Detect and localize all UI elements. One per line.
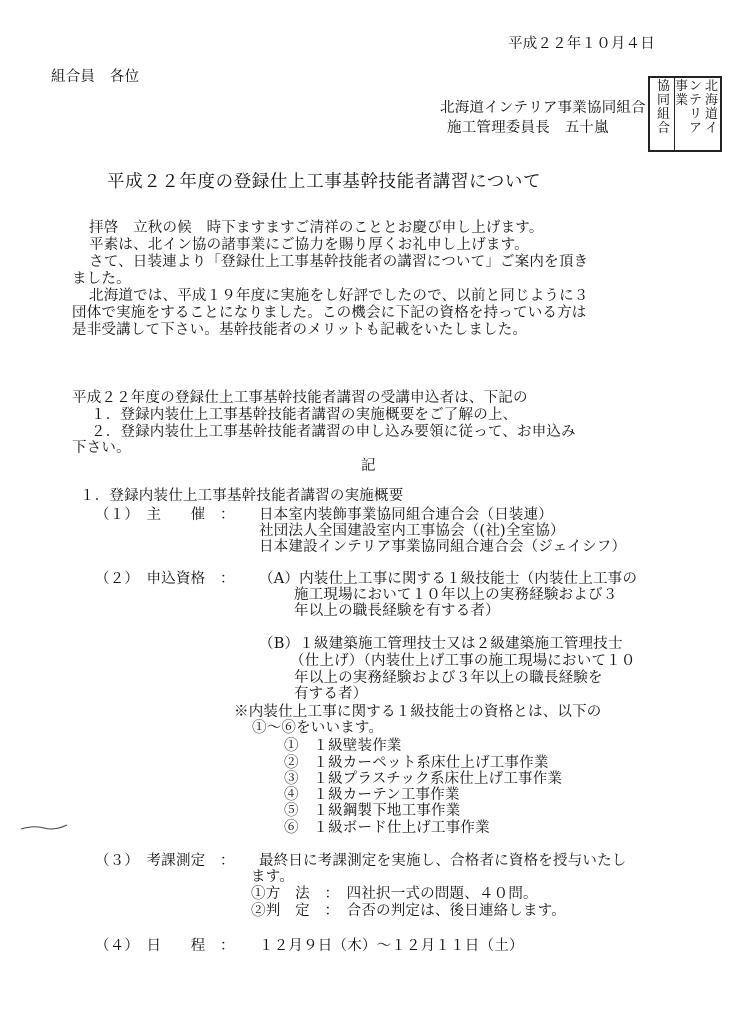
eligibility-b-line: （B）１級建築施工管理技士又は２級建築施工管理技士 (259, 636, 623, 652)
sender-organization: 北海道インテリア事業協同組合 (440, 100, 646, 116)
eligibility-a-line: 施工現場において１０年以上の実務経験および３ (294, 587, 618, 603)
seal-column: ンテリア (688, 79, 702, 136)
qualification-item: ③ １級プラスチック系床仕上げ工事作業 (284, 771, 563, 787)
item-label-assessment: （３） 考課測定 ： (95, 853, 235, 869)
notice-line: 平成２２年度の登録仕上工事基幹技能者講習の受講申込者は、下記の (72, 390, 528, 406)
organizer-line: 日本建設インテリア事業協同組合連合会（ジェイシフ） (259, 539, 627, 555)
assessment-line: ます。 (251, 869, 294, 885)
notice-line: １．登録内装仕上工事基幹技能者講習の実施概要をご了解の上、 (91, 407, 518, 423)
qualification-item: ④ １級カーテン工事作業 (284, 787, 460, 803)
note-line: ①～⑥をいいます。 (252, 720, 384, 736)
assessment-line: 最終日に考課測定を実施し、合格者に資格を授与いたし (259, 853, 627, 869)
intro-line: ました。 (72, 271, 131, 287)
item-label-eligibility: （２） 申込資格 ： (95, 571, 235, 587)
eligibility-b-line: 年以上の実務経験および３年以上の職長経験を (294, 670, 603, 686)
eligibility-a-line: 年以上の職長経験を有する者） (294, 603, 500, 619)
intro-line: 北海道では、平成１９年度に実施をし好評でしたので、以前と同じように３ (89, 288, 589, 304)
scan-mark (20, 822, 68, 832)
note-line: ※内装仕上工事に関する１級技能士の資格とは、以下の (234, 704, 602, 720)
seal-column: 事業 (674, 79, 688, 108)
notice-line: 下さい。 (72, 440, 131, 456)
ki-heading: 記 (361, 458, 376, 474)
assessment-line: ①方 法 ： 四社択一式の問題、４０問。 (251, 886, 538, 902)
eligibility-b-line: （仕上げ）（内装仕上げ工事の施工現場において１０ (290, 653, 636, 669)
qualification-item: ⑤ １級鋼製下地工事作業 (284, 803, 461, 819)
assessment-line: ②判 定 ： 合否の判定は、後日連絡します。 (251, 903, 566, 919)
sender-person: 施工管理委員長 五十嵐 (447, 120, 609, 136)
document-title: 平成２２年度の登録仕上工事基幹技能者講習について (107, 172, 542, 192)
organization-seal (648, 76, 722, 152)
recipient: 組合員 各位 (51, 69, 140, 85)
seal-column: 協同組合 (656, 79, 670, 136)
item-label-schedule: （４） 日 程 ： (95, 938, 235, 954)
qualification-item: ① １級壁装作業 (284, 738, 402, 754)
organizer-line: 日本室内装飾事業協同組合連合会（日装連） (259, 507, 553, 523)
notice-line: ２．登録内装仕上工事基幹技能者講習の申し込み要領に従って、お申込み (91, 424, 576, 440)
intro-line: 拝啓 立秋の候 時下ますますご清祥のこととお慶び申し上げます。 (89, 220, 544, 236)
qualification-item: ② １級カーペット系床仕上げ工事作業 (284, 755, 549, 771)
eligibility-a-line: （A）内装仕上工事に関する１級技能士（内装仕上工事の (259, 571, 638, 587)
organizer-line: 社団法人全国建設室内工事協会（(社)全室協） (259, 523, 565, 539)
intro-line: 平素は、北イン協の諸事業にご協力を賜り厚くお礼申し上げます。 (89, 237, 529, 253)
schedule-value: １２月９日（木）～１２月１１日（土） (259, 938, 524, 954)
intro-line: さて、日装連より「登録仕上工事基幹技能者の講習について」ご案内を頂き (89, 254, 589, 270)
item-label-organizer: （１） 主 催 ： (95, 507, 235, 523)
seal-column: 北海道イ (704, 79, 718, 136)
section-title: １．登録内装仕上工事基幹技能者講習の実施概要 (80, 488, 404, 504)
qualification-item: ⑥ １級ボード仕上げ工事作業 (284, 820, 490, 836)
document-date: 平成２２年１０月４日 (508, 36, 655, 52)
eligibility-b-line: 有する者） (294, 686, 368, 702)
intro-line: 団体で実施をすることになりました。この機会に下記の資格を持っている方は (72, 305, 587, 321)
intro-line: 是非受講して下さい。基幹技能者のメリットも記載をいたしました。 (72, 322, 528, 338)
